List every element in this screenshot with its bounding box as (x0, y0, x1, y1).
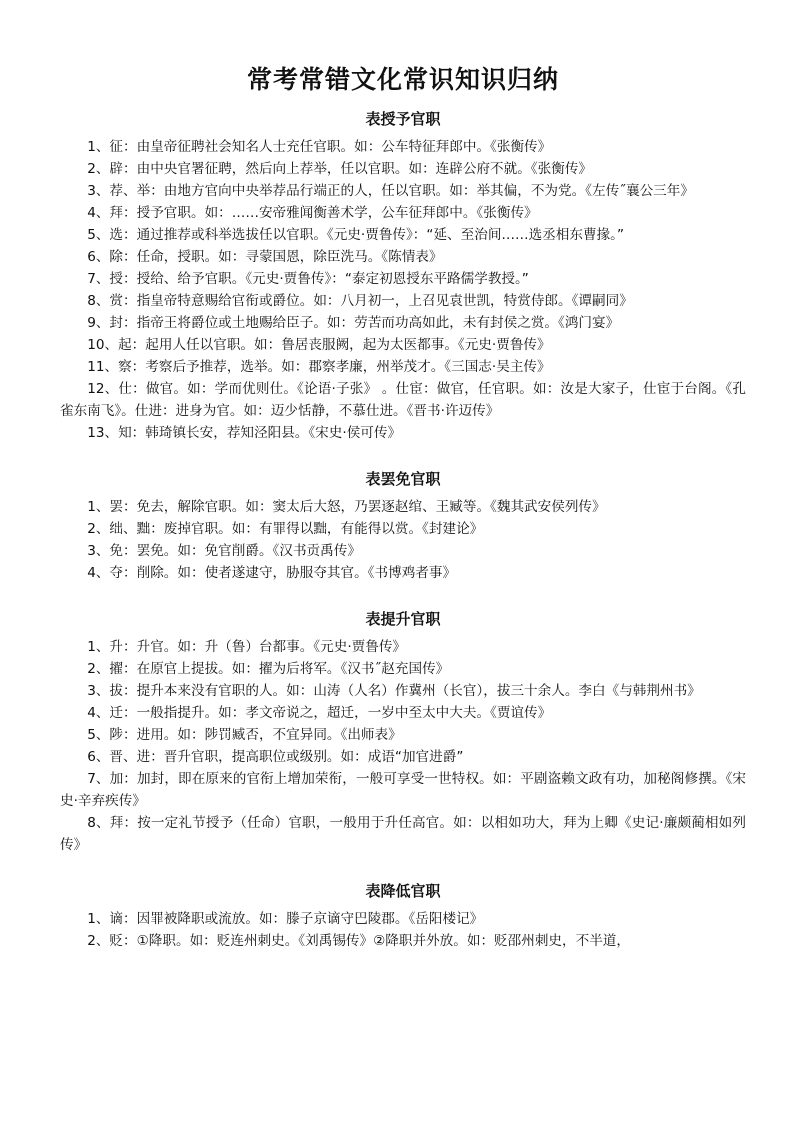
section-spacer (60, 584, 746, 606)
list-item: 1、罢：免去，解除官职。如：窦太后大怒，乃罢逐赵绾、王臧等。《魏其武安侯列传》 (87, 499, 606, 515)
list-item: 2、擢：在原官上提拔。如：擢为后将军。《汉书˝赵充国传》 (87, 661, 450, 677)
list-item: 2、辟：由中央官署征聘，然后向上荐举，任以官职。如：连辟公府不就。《张衡传》 (87, 161, 593, 177)
list-item: 1、升：升官。如：升（鲁）台都事。《元史·贾鲁传》 (87, 639, 407, 655)
list-item: 3、拔：提升本来没有官职的人。如：山涛（人名）作冀州（长官），拔三十余人。李白《与韩荆州书》 (87, 683, 701, 699)
section (60, 466, 746, 584)
list-item: 5、选：通过推荐或科举选拔任以官职。《元史·贾鲁传》：“延、至治间……选丞相东曹掾。” (87, 227, 624, 243)
section-heading: 表授予官职 (365, 110, 441, 128)
section (60, 106, 746, 444)
list-item: 11、察：考察后予推荐，选举。如：郡察孝廉，州举茂才。《三国志·吴主传》 (87, 359, 551, 375)
list-item: 1、谪：因罪被降职或流放。如：滕子京谪守巴陵郡。《岳阳楼记》 (87, 911, 484, 927)
section (60, 606, 746, 856)
document-body (60, 106, 746, 952)
section-heading: 表罢免官职 (365, 470, 441, 488)
list-item: 8、赏：指皇帝特意赐给官衔或爵位。如：八月初一，上召见袁世凯，特赏侍郎。《谭嗣同》 (87, 293, 633, 309)
list-item: 6、晋、进：晋升官职，提高职位或级别。如：成语“加官进爵” (87, 749, 464, 765)
list-item: 9、封：指帝王将爵位或土地赐给臣子。如：劳苦而功高如此，未有封侯之赏。《鸿门宴》 (87, 315, 620, 331)
list-item: 7、授：授给、给予官职。《元史·贾鲁传》：“泰定初恩授东平路儒学教授。” (87, 271, 529, 287)
list-item: 2、贬：①降职。如：贬连州刺史。《刘禹锡传》②降职并外放。如：贬邵州刺史，不半道， (87, 933, 630, 949)
list-item: 4、夺：削除。如：使者遂逮守，胁服夺其官。《书博鸡者事》 (87, 565, 457, 581)
list-item: 12、仕：做官。如：学而优则仕。《论语·子张》 。仕宦：做官，任官职。如：汝是大家子，仕宦于台阁。《孔雀东南飞》。仕进：进身为官。如：迈少恬静，不慕仕进。《晋书·许迈传》 (60, 381, 746, 419)
list-item: 3、荐、举：由地方官向中央举荐品行端正的人，任以官职。如：举其偏，不为党。《左传˝襄公三年》 (87, 183, 694, 199)
list-item: 5、陟：进用。如：陟罚臧否，不宜异同。《出师表》 (87, 727, 402, 743)
document-title: 常考常错文化常识知识归纳 (246, 65, 559, 94)
section-heading: 表降低官职 (365, 882, 441, 900)
section-spacer (60, 856, 746, 878)
list-item: 3、免：罢免。如：免官削爵。《汉书贡禹传》 (87, 543, 361, 559)
list-item: 7、加：加封，即在原来的官衔上增加荣衔，一般可享受一世特权。如：平剧盗赖文政有功，加秘阁修撰。《宋史·辛弃疾传》 (60, 771, 746, 809)
list-item: 2、绌、黜：废掉官职。如：有罪得以黜，有能得以赏。《封建论》 (87, 521, 484, 537)
section-heading: 表提升官职 (365, 610, 441, 628)
section-spacer (60, 444, 746, 466)
list-item: 10、起：起用人任以官职。如：鲁居丧服阙，起为太医都事。《元史·贾鲁传》 (87, 337, 551, 353)
section (60, 878, 746, 952)
list-item: 13、知：韩琦镇长安，荐知泾阳县。《宋史·侯可传》 (87, 425, 402, 441)
list-item: 4、拜：授予官职。如：……安帝雅闻衡善术学，公车征拜郎中。《张衡传》 (87, 205, 538, 221)
list-item: 6、除：任命，授职。如：寻蒙国恩，除臣洗马。《陈情表》 (87, 249, 443, 265)
list-item: 8、拜：按一定礼节授予（任命）官职，一般用于升任高官。如：以相如功大，拜为上卿《史记·廉颇蔺相如列传》 (60, 815, 746, 853)
list-item: 4、迁：一般指提升。如：孝文帝说之，超迁，一岁中至太中大夫。《贾谊传》 (87, 705, 552, 721)
list-item: 1、征：由皇帝征聘社会知名人士充任官职。如：公车特征拜郎中。《张衡传》 (87, 139, 552, 155)
